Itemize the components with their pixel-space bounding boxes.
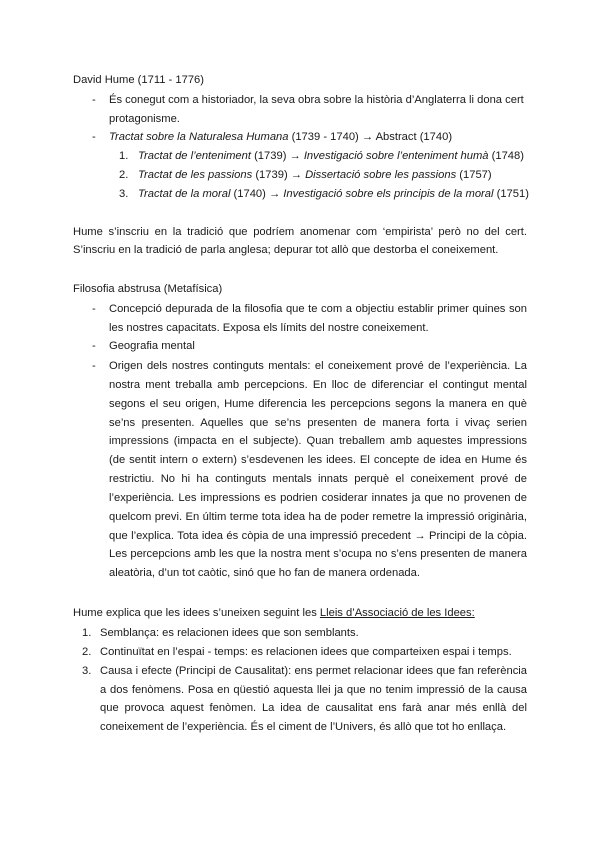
- list-number: 1.: [119, 150, 129, 162]
- work-title: Tractat de les passions: [138, 169, 253, 181]
- work-title: Tractat sobre la Naturalesa Humana: [109, 131, 289, 143]
- list-item: [138, 185, 528, 204]
- work-title: Tractat de l’enteniment: [138, 150, 251, 162]
- work-year: (1751): [493, 188, 529, 200]
- laws-intro-text: Hume explica que les idees s’uneixen seguint les: [73, 607, 320, 619]
- work-year: (1748): [488, 150, 524, 162]
- work-title: Tractat de la moral: [138, 188, 231, 200]
- list-item: Origen dels nostres continguts mentals: el coneixement prové de l’experiència. La nostra ment treballa amb percepcions. En lloc de diferenciar el contingut mental segons el seu origen, Hume diferencia les percepcions segons la manera en què se’ns presenten. Aquelles que se’ns presenten de manera forta i vivaç serien impressions (impacta en el subjecte). Quan treballem amb aquestes impressions (de sentit intern o extern) s’esdevenen les idees. El concepte de idea en Hume és restrictiu. No hi ha continguts mentals innats perquè el coneixement prové de l’experiència. Les impressions es podrien cosiderar innates ja que no provenen de quelcom previ. En últim terme tota idea ha de poder remetre la impressió originària, que l’explica. Tota idea és còpia de una impressió precedent → Principi de la còpia. Les percepcions amb les que la nostra ment s’ocupa no s’ens presenten de manera aleatòria, d’un tot caòtic, sinó que ho fan de manera ordenada.: [109, 360, 527, 580]
- work-year: (1757): [456, 169, 492, 181]
- list-number: 1.: [82, 627, 92, 639]
- work-year: (1739) →: [252, 169, 306, 181]
- list-item: [138, 166, 528, 185]
- section-heading: Filosofia abstrusa (Metafísica): [73, 283, 223, 295]
- bullet-dash: -: [92, 340, 96, 352]
- work-title: Investigació sobre l’enteniment humà: [303, 150, 489, 162]
- document-title: David Hume (1711 - 1776): [73, 74, 204, 86]
- list-item: Continuïtat en l’espai - temps: es relacionen idees que comparteixen espai i temps.: [100, 646, 512, 658]
- intro-paragraph: Hume s’inscriu en la tradició que podríem anomenar com ‘empirista’ però no del cert. S’inscriu en la tradició de parla anglesa; depurar tot allò que destorba el coneixement.: [73, 226, 527, 256]
- list-item: [109, 128, 527, 147]
- work-title: Investigació sobre els principis de la moral: [283, 188, 494, 200]
- bullet-dash: -: [92, 303, 96, 315]
- bullet-dash: -: [92, 131, 96, 143]
- bullet-dash: -: [92, 94, 96, 106]
- list-number: 2.: [119, 169, 129, 181]
- work-detail: (1739 - 1740) → Abstract (1740): [288, 131, 453, 143]
- work-title: Dissertació sobre les passions: [305, 169, 457, 181]
- list-number: 2.: [82, 646, 92, 658]
- bullet-dash: -: [92, 360, 96, 372]
- list-item: Semblança: es relacionen idees que son semblants.: [100, 627, 359, 639]
- list-number: 3.: [119, 188, 129, 200]
- laws-intro: [73, 604, 527, 622]
- laws-title: Lleis d’Associació de les Idees:: [319, 607, 475, 619]
- work-year: (1740) →: [230, 188, 284, 200]
- list-number: 3.: [82, 665, 92, 677]
- work-year: (1739) →: [250, 150, 304, 162]
- list-item: Causa i efecte (Principi de Causalitat): ens permet relacionar idees que fan referència a dos fenòmens. Posa en qüestió aquesta llei ja que no tenim impressió de la causa que provoca aquest fenòmen. La idea de causalitat ens farà anar més enllà del coneixement de l’experiència. És el ciment de l’Univers, és allò que tot ho enllaça.: [100, 665, 527, 733]
- list-item: Concepció depurada de la filosofia que te com a objectiu establir primer quines son les nostres capacitats. Exposa els límits del nostre coneixement.: [109, 303, 527, 334]
- list-item: És conegut com a historiador, la seva obra sobre la història d’Anglaterra li dona cert protagonisme.: [109, 94, 524, 125]
- list-item: Geografia mental: [109, 340, 195, 352]
- list-item: [138, 147, 528, 166]
